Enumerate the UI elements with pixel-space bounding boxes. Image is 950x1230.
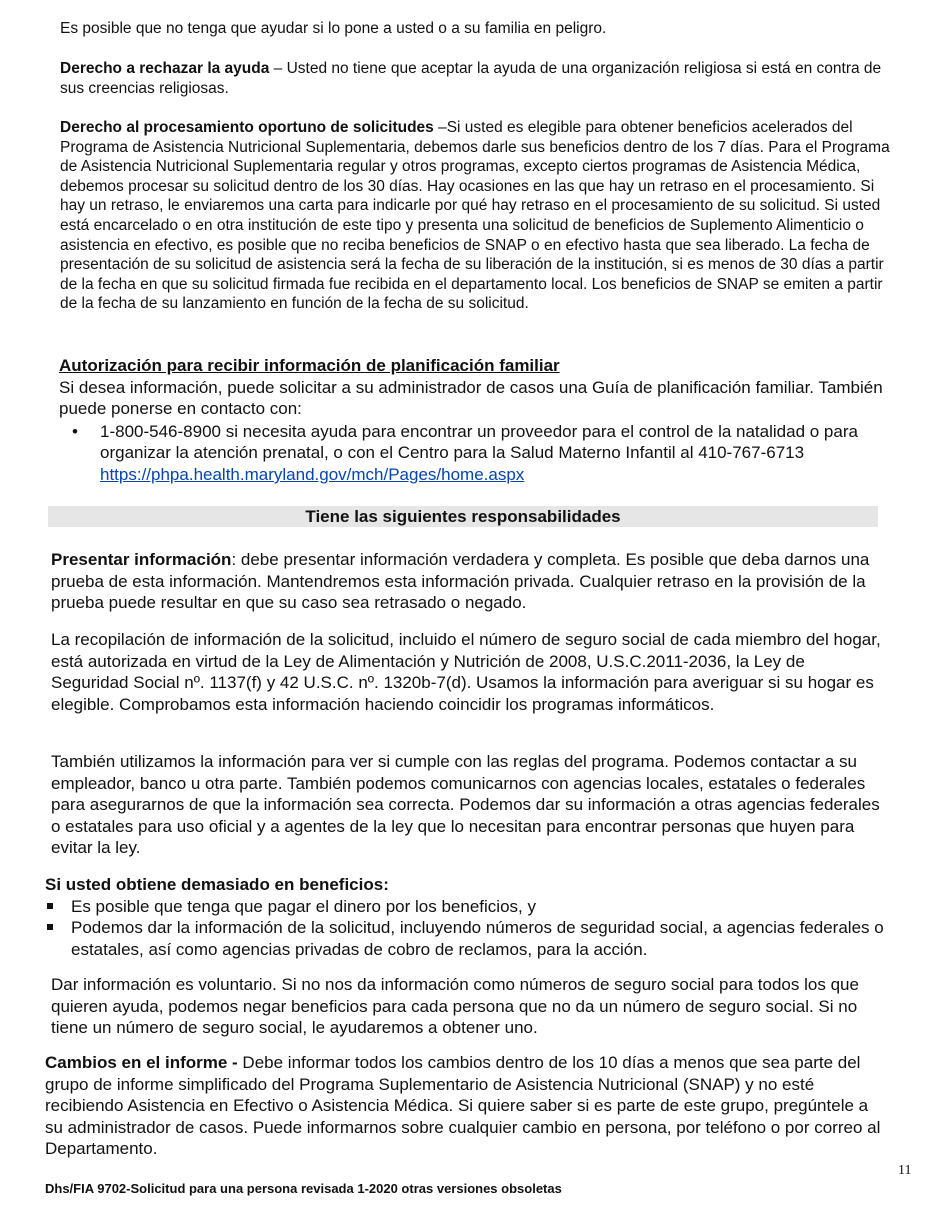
family-planning-section	[59, 355, 929, 486]
right-processing-title: Derecho al procesamiento oportuno de solicitudes	[60, 119, 434, 136]
right-refuse-text: – Usted no tiene que aceptar la ayuda de una organización religiosa si está en contra de sus creencias religiosas.	[60, 60, 882, 97]
intro-line: Es posible que no tenga que ayudar si lo pone a usted o a su familia en peligro.	[60, 20, 607, 37]
right-processing-paragraph	[60, 118, 900, 314]
changes-paragraph	[45, 1052, 885, 1160]
square-bullet-icon	[47, 903, 53, 909]
footer-form-id: Dhs/FIA 9702-Solicitud para una persona revisada 1-2020 otras versiones obsoletas	[45, 1181, 562, 1196]
too-much-item-text: Es posible que tenga que pagar el dinero por los beneficios, y	[71, 896, 536, 916]
present-info-title: Presentar información	[51, 550, 232, 569]
responsibilities-banner: Tiene las siguientes responsabilidades	[48, 506, 878, 527]
family-planning-link[interactable]: https://phpa.health.maryland.gov/mch/Pages/home.aspx	[100, 464, 525, 484]
too-much-item-text: Podemos dar la información de la solicitud, incluyendo números de seguridad social, a agencias federales o estatales, así como agencias privadas de cobro de reclamos, para la acción.	[71, 918, 884, 959]
family-planning-bullet-text: 1-800-546-8900 si necesita ayuda para encontrar un proveedor para el control de la natalidad o para organizar la atención prenatal, o con el Centro para la Salud Materno Infantil al 410-767-6713	[100, 421, 858, 463]
square-bullet-icon	[47, 924, 53, 930]
right-refuse-title: Derecho a rechazar la ayuda	[60, 60, 270, 77]
too-much-item-2	[45, 917, 885, 960]
bullet-dot-icon: •	[72, 421, 78, 441]
too-much-section	[45, 874, 885, 960]
right-refuse-paragraph	[60, 59, 900, 98]
collection-paragraph: La recopilación de información de la solicitud, incluido el número de seguro social de cada miembro del hogar, está autorizada en virtud de la Ley de Alimentación y Nutrición de 2008, U.S.C.2011-2036, la Ley de Seguridad Social nº. 1137(f) y 42 U.S.C. nº. 1320b-7(d). Usamos la información para averiguar si su hogar es elegible. Comprobamos esta información haciendo coincidir los programas informáticos.	[51, 630, 881, 714]
too-much-title: Si usted obtiene demasiado en beneficios:	[45, 875, 389, 894]
family-planning-title: Autorización para recibir información de planificación familiar	[59, 356, 560, 375]
page-number: 11	[898, 1163, 912, 1178]
present-info-paragraph	[51, 549, 881, 614]
changes-title: Cambios en el informe -	[45, 1053, 238, 1072]
usage-paragraph: También utilizamos la información para ver si cumple con las reglas del programa. Podemos contactar a su empleador, banco u otra parte. También podemos comunicarnos con agencias locales, estatales o federales para asegurarnos de que la información sea correcta. Podemos dar su información a otras agencias federales o estatales para uso oficial y a agentes de la ley que lo necesitan para encontrar personas que huyen para evitar la ley.	[51, 752, 880, 858]
too-much-item-1	[45, 896, 885, 918]
right-processing-text: –Si usted es elegible para obtener beneficios acelerados del Programa de Asistencia Nutricional Suplementaria, debemos darle sus beneficios dentro de los 7 días. Para el Programa de Asistencia Nutricional Suplementaria regular y otros programas, excepto ciertos programas de Asistencia Médica, debemos procesar su solicitud dentro de los 30 días. Hay ocasiones en las que hay un retraso en el procesamiento. Si hay un retraso, le enviaremos una carta para indicarle por qué hay retraso en el procesamiento de su solicitud. Si usted está encarcelado o en otra institución de este tipo y presenta una solicitud de beneficios de Suplemento Alimenticio o asistencia en efectivo, es posible que no reciba beneficios de SNAP o en efectivo hasta que sea liberado. La fecha de presentación de su solicitud de asistencia será la fecha de su liberación de la institución, si es menos de 30 días a partir de la fecha en que su solicitud firmada fue recibida en el departamento local. Los beneficios de SNAP se emiten a partir de la fecha de su lanzamiento en función de la fecha de su solicitud.	[60, 119, 890, 313]
present-info-text: : debe presentar información verdadera y completa. Es posible que deba darnos una prueba de esta información. Mantendremos esta información privada. Cualquier retraso en la provisión de la prueba puede resultar en que su caso sea retrasado o negado.	[51, 550, 870, 613]
changes-text: Debe informar todos los cambios dentro de los 10 días a menos que sea parte del grupo de informe simplificado del Programa Suplementario de Asistencia Nutricional (SNAP) y no esté recibiendo Asistencia en Efectivo o Asistencia Médica. Si quiere saber si es parte de este grupo, pregúntele a su administrador de casos. Puede informarnos sobre cualquier cambio en persona, por teléfono o por correo al Departamento.	[45, 1053, 881, 1159]
family-planning-text: Si desea información, puede solicitar a su administrador de casos una Guía de planificación familiar. También puede ponerse en contacto con:	[59, 377, 883, 419]
voluntary-paragraph: Dar información es voluntario. Si no nos da información como números de seguro social para todos los que quieren ayuda, podemos negar beneficios para cada persona que no da un número de seguro social. Si no tiene un número de seguro social, le ayudaremos a obtener uno.	[51, 975, 859, 1038]
family-planning-bullet	[59, 421, 929, 486]
